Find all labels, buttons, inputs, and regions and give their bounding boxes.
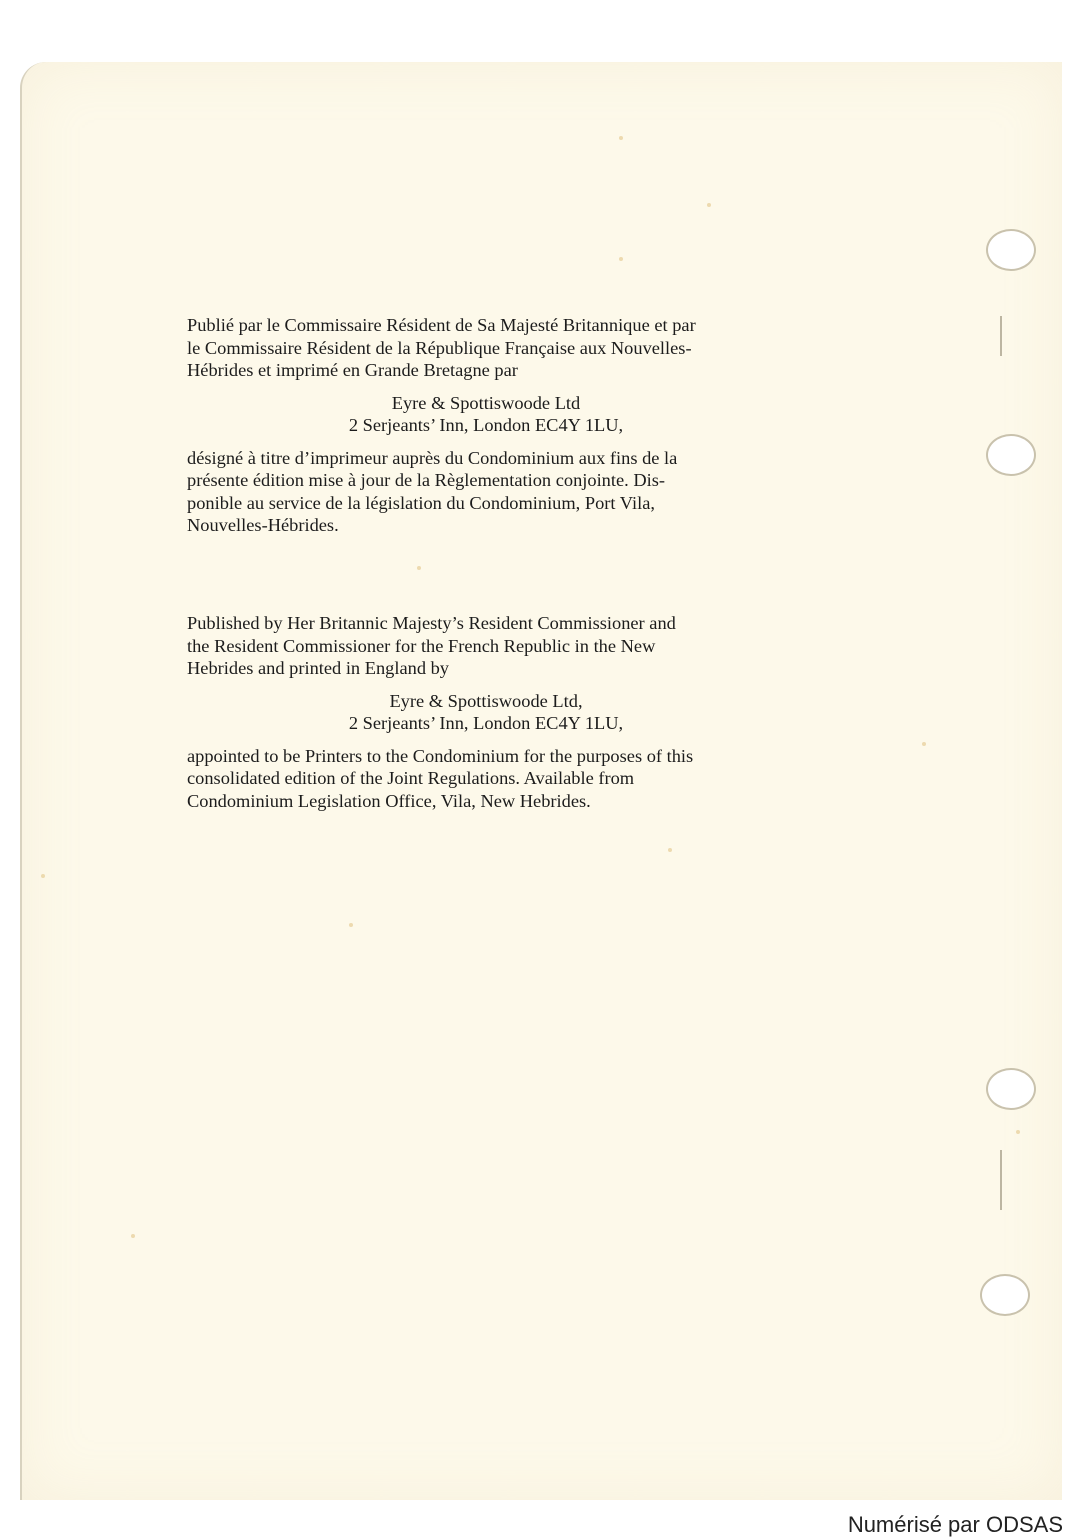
paper-speck: [922, 742, 926, 746]
french-intro-line: Hébrides et imprimé en Grande Bretagne par: [187, 360, 518, 380]
english-notice: [187, 612, 785, 812]
french-closing-line: ponible au service de la législation du Condominium, Port Vila,: [187, 492, 655, 513]
english-closing-paragraph: [187, 745, 785, 813]
french-closing-line: présente édition mise à jour de la Règlementation conjointe. Dis-: [187, 470, 666, 490]
english-closing-line: appointed to be Printers to the Condominium for the purposes of this: [187, 745, 694, 766]
french-printer-address: [187, 392, 785, 437]
french-intro-paragraph: [187, 314, 785, 382]
printer-street: 2 Serjeants’ Inn, London EC4Y 1LU,: [348, 713, 624, 733]
paper-speck: [668, 848, 672, 852]
binder-hole: [986, 434, 1036, 476]
paper-speck: [41, 874, 45, 878]
french-closing-line: désigné à titre d’imprimeur auprès du Condominium aux fins de la: [187, 447, 678, 468]
english-closing-line: consolidated edition of the Joint Regulations. Available from: [187, 768, 635, 788]
printer-name: Eyre & Spottiswoode Ltd: [391, 392, 581, 413]
english-intro-line: the Resident Commissioner for the French Republic in the New: [187, 635, 656, 656]
binder-hole: [986, 229, 1036, 271]
french-closing-line: Nouvelles-Hébrides.: [187, 515, 339, 535]
edge-mark: [1000, 316, 1002, 356]
binder-hole: [980, 1274, 1030, 1316]
english-printer-address: [187, 690, 785, 735]
digitization-credit: Numérisé par ODSAS: [847, 1512, 1063, 1537]
paper-speck: [707, 203, 711, 207]
english-intro-line: Published by Her Britannic Majesty’s Resident Commissioner and: [187, 613, 676, 633]
english-intro-paragraph: [187, 612, 785, 680]
english-closing-line: Condominium Legislation Office, Vila, New Hebrides.: [187, 790, 591, 811]
french-intro-line: le Commissaire Résident de la République Française aux Nouvelles-: [187, 337, 692, 358]
english-intro-line: Hebrides and printed in England by: [187, 658, 450, 678]
french-closing-paragraph: [187, 447, 785, 537]
french-intro-line: Publié par le Commissaire Résident de Sa Majesté Britannique et par: [187, 315, 696, 335]
paper-speck: [619, 257, 623, 261]
paper-speck: [417, 566, 421, 570]
edge-mark: [1000, 1150, 1002, 1210]
french-notice: [187, 314, 785, 537]
binder-hole: [986, 1068, 1036, 1110]
paper-speck: [131, 1234, 135, 1238]
printer-name: Eyre & Spottiswoode Ltd,: [389, 690, 583, 711]
paper-speck: [1016, 1130, 1020, 1134]
printer-street: 2 Serjeants’ Inn, London EC4Y 1LU,: [348, 415, 624, 435]
paper-speck: [619, 136, 623, 140]
paper-speck: [349, 923, 353, 927]
